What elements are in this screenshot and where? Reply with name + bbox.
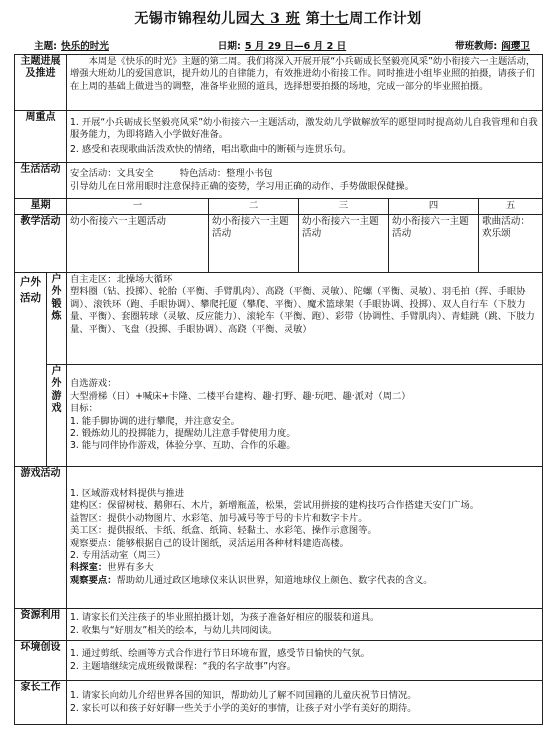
- weekday-thu: 四: [389, 199, 479, 215]
- games-line: 3. 能与同伴协作游戏，体验分享、互助、合作的乐趣。: [70, 440, 296, 452]
- header-line: [34, 38, 534, 52]
- weekday-mon: 一: [67, 199, 209, 215]
- progress-text: [67, 55, 543, 111]
- row-outdoor-games: [15, 365, 543, 467]
- science-room-label: 科探室：: [70, 562, 108, 574]
- resource-item: 1. 请家长们关注孩子的毕业照拍摄计划，为孩子准备好相应的服装和道具。: [70, 612, 380, 624]
- teaching-fri: 歌曲活动：欢乐颂: [479, 215, 543, 273]
- title-week-pre: 第: [305, 11, 321, 27]
- row-progress: [15, 55, 543, 111]
- title-suffix: 周工作计划: [349, 11, 422, 27]
- theme-field: [34, 38, 113, 52]
- family-item: 1. 请家长向幼儿介绍世界各国的知识，帮助幼儿了解不同国籍的儿童庆祝节日情况。: [70, 690, 417, 702]
- life-special: 特色活动：整理小书包: [179, 168, 273, 180]
- construction-area: 建构区：保留树枝、鹅卵石、木片，新增瓶盖，松果，尝试用拼接的建构技巧合作搭建天安门广场。: [70, 500, 480, 512]
- date-label: 日期:: [217, 41, 241, 52]
- row-games: [15, 467, 543, 609]
- row-outdoor-exercise: [15, 273, 543, 365]
- art-area: 美工区：提供报纸、卡纸、纸盒、纸筒、轻黏土、水彩笔、操作示意图等。: [70, 525, 377, 537]
- life-line2: 引导幼儿在日常用眼时注意保持正确的姿势，学习用正确的动作、手势做眼保健操。: [70, 180, 414, 192]
- row-resources: [15, 609, 543, 641]
- goals-text: [67, 111, 543, 163]
- outdoor-games-text: [67, 365, 543, 467]
- area-games-heading: 1. 区域游戏材料提供与推进: [70, 487, 185, 499]
- games-line: 1. 能手脚协调的进行攀爬，并注意安全。: [70, 415, 240, 427]
- environment-label: 环境创设: [15, 641, 67, 681]
- date-field: [218, 38, 350, 52]
- outdoor-exercise-label: 户外锻炼: [47, 273, 67, 365]
- weekday-label: 星期: [15, 199, 67, 215]
- teacher-value: 阎璎卫: [501, 41, 530, 52]
- page-title: [0, 8, 556, 28]
- teaching-wed: 幼小衔接六一主题活动: [299, 215, 389, 273]
- teacher-field: [455, 38, 534, 52]
- special-room-heading: 2. 专用活动室（周三）: [70, 549, 166, 561]
- weekday-tue: 二: [209, 199, 299, 215]
- games-line: 自选游戏：: [70, 378, 117, 390]
- date-value: 5 月 29 日—6 月 2 日: [244, 41, 347, 52]
- outdoor-exercise-text: [67, 273, 543, 365]
- progress-paragraph: 本周是《快乐的时光》主题的第二周。我们将深入开展开展“小兵砺成长坚毅亮风采”幼小衔接六一主题活动，增强大班幼儿的爱国意识，提升幼儿的自律能力，有效推进幼小衔接工作。同时推进小组毕业照的拍摄，请孩子们在上周的基础上做进当的调整，准备毕业照的道具，选择想要拍摄的场地，完成一部分的毕业照拍摄。: [70, 56, 536, 92]
- observe-label: 观察要点：: [70, 574, 117, 586]
- weekly-plan-table: [14, 54, 543, 725]
- teaching-thu: 幼小衔接六一主题活动: [389, 215, 479, 273]
- title-class: 大 3 班: [250, 11, 301, 27]
- life-label: 生活活动: [15, 163, 67, 199]
- goal-item: 2. 感受和表现歌曲活泼欢快的情绪，唱出歌曲中的断顿与连贯乐句。: [70, 143, 352, 155]
- outdoor-games-label: 户外游戏: [47, 365, 67, 467]
- teaching-tue: 幼小衔接六一主题活动: [209, 215, 299, 273]
- goals-label: 周重点: [15, 111, 67, 163]
- environment-text: [67, 641, 543, 681]
- games-line: 目标：: [70, 403, 98, 415]
- puzzle-area: 益智区：提供小动物图片、水彩笔、加号减号等于号的卡片和数字卡片。: [70, 512, 368, 524]
- family-label: 家长工作: [15, 681, 67, 725]
- row-environment: [15, 641, 543, 681]
- theme-value: 快乐的时光: [61, 41, 109, 52]
- goal-item: 1. 开展“小兵砺成长坚毅亮风采”幼小衔接六一主题活动，激发幼儿学做解放军的愿望同时提高幼儿自我管理和自我服务能力，为即将踏入小学做好准备。: [70, 116, 538, 141]
- games-line: 2. 锻炼幼儿的投掷能力，提醒幼儿注意手臂使用力度。: [70, 427, 296, 439]
- teaching-mon: 幼小衔接六一主题活动: [67, 215, 209, 273]
- progress-label: 主题进展及推进: [15, 55, 67, 111]
- teacher-label: 带班教师:: [454, 41, 498, 52]
- row-family: [15, 681, 543, 725]
- resource-item: 2. 收集与“好朋友”相关的绘本，与幼儿共同阅读。: [70, 624, 278, 636]
- teaching-label: 教学活动: [15, 215, 67, 273]
- observation-point: 观察要点：能够根据自己的设计图纸，灵活运用各种材料建造高楼。: [70, 537, 349, 549]
- environment-item: 2. 主题墙继续完成班级微课程：“我的名字故事”内容。: [70, 660, 296, 672]
- row-teaching: [15, 215, 543, 273]
- row-life: [15, 163, 543, 199]
- row-weekdays: [15, 199, 543, 215]
- science-room-topic: 世界有多大: [107, 562, 154, 574]
- weekday-fri: 五: [479, 199, 543, 215]
- environment-item: 1. 通过剪纸、绘画等方式合作进行节日环境布置，感受节日愉快的气氛。: [70, 648, 371, 660]
- resources-text: [67, 609, 543, 641]
- games-line: 大型滑梯（日）+喊床+卡隆、二楼平台建构、趣·打野、趣·玩吧、趣·派对（周二）: [70, 390, 411, 402]
- games-label: 游戏活动: [15, 467, 67, 609]
- life-text: [67, 163, 543, 199]
- row-goals: [15, 111, 543, 163]
- exercise-equipment: 塑料圈（钻、投掷）、轮胎（平衡、手臂肌肉）、高跷（平衡、灵敏）、陀螺（平衡、灵敏）、羽毛拍（挥、手眼协调）、滚铁环（跑、手眼协调）、攀爬托厦（攀爬、平衡）、魔术篮球架（手眼协调、投掷）、双人自行车（下肢力量、平衡）、套圈转球（灵敏、反应能力）、滚轮车（平衡、跑）、彩带（协调性、手臂肌肉）、青蛙跳（跳、下肢力量、平衡）、飞盘（投掷、手眼协调）、高跷（平衡、灵敏）: [70, 286, 535, 335]
- life-safety: 安全活动：文具安全: [70, 168, 154, 180]
- title-week: 十七: [320, 11, 350, 27]
- title-school: 无锡市锦程幼儿园: [134, 11, 251, 27]
- observe-text: 帮助幼儿通过政区地球仪来认识世界，知道地球仪上颜色、数字代表的含义。: [116, 574, 433, 586]
- outdoor-label: 户外活动: [15, 273, 47, 467]
- exercise-area: 自主走区：北操场大循环: [70, 274, 173, 285]
- games-text: [67, 467, 543, 609]
- family-text: [67, 681, 543, 725]
- weekday-wed: 三: [299, 199, 389, 215]
- theme-label: 主题:: [34, 41, 58, 52]
- family-item: 2. 家长可以和孩子好好聊一些关于小学的美好的事情，让孩子对小学有美好的期待。: [70, 702, 417, 714]
- resources-label: 资源利用: [15, 609, 67, 641]
